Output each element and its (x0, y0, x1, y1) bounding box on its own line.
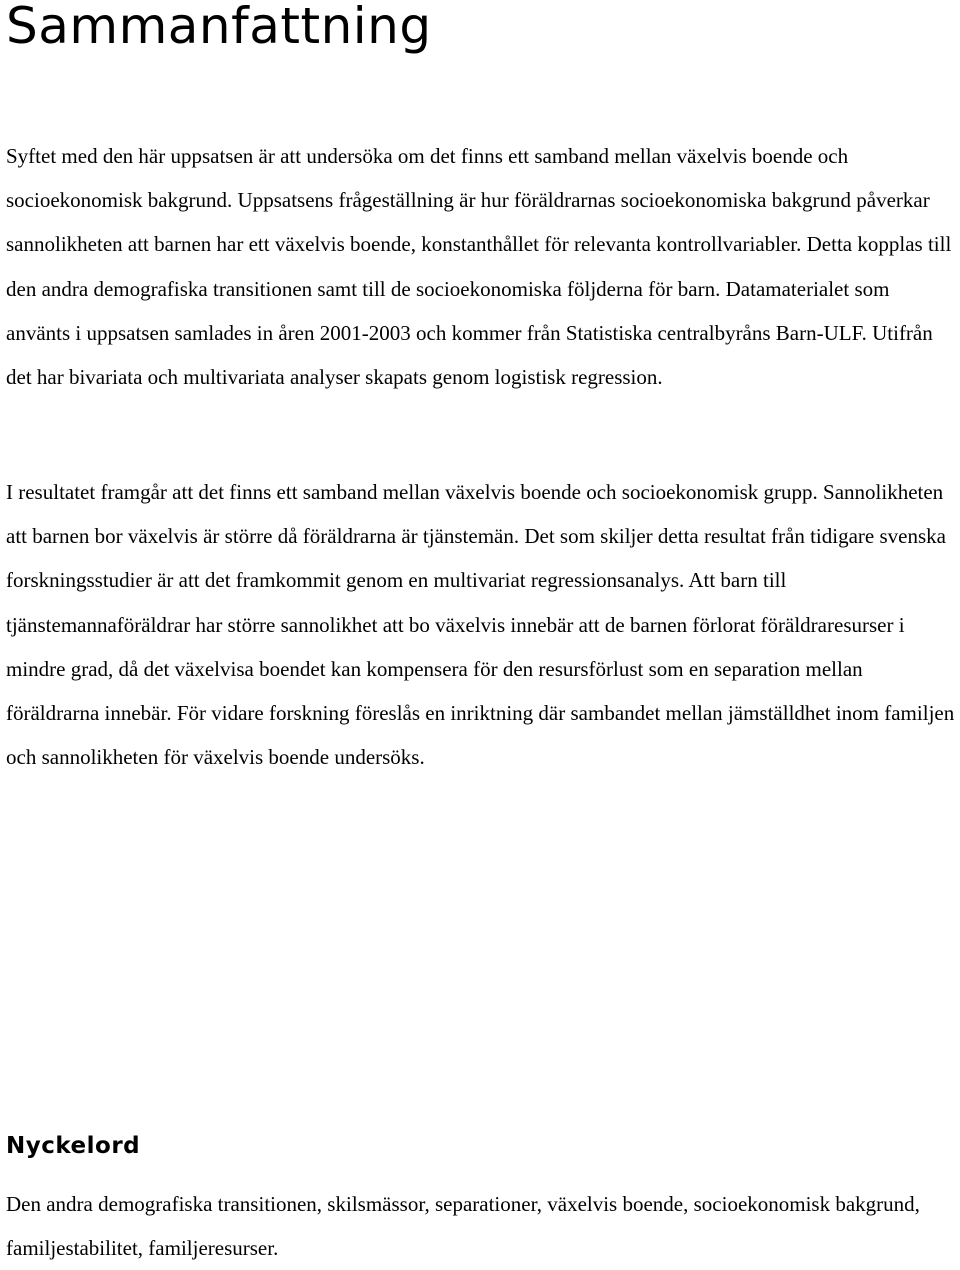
keywords-text: Den andra demografiska transitionen, skilsmässor, separationer, växelvis boende, socioekonomisk bakgrund, familjestabilitet, familjeresurser. (6, 1192, 920, 1261)
page-title: Sammanfattning (6, 0, 432, 55)
keywords-heading: Nyckelord (6, 1133, 141, 1159)
summary-paragraph-1: Syftet med den här uppsatsen är att undersöka om det finns ett samband mellan växelvis boende och socioekonomisk bakgrund. Uppsatsens frågeställning är hur föräldrarnas socioekonomiska bakgrund påverkar sannolikheten att barnen har ett växelvis boende, konstanthållet för relevanta kontrollvariabler. Detta kopplas till den andra demografiska transitionen samt till de socioekonomiska följderna för barn. Datamaterialet som använts i uppsatsen samlades in åren 2001-2003 och kommer från Statistiska centralbyråns Barn-ULF. Utifrån det har bivariata och multivariata analyser skapats genom logistisk regression. (6, 144, 952, 390)
summary-paragraph-2: I resultatet framgår att det finns ett samband mellan växelvis boende och socioekonomisk grupp. Sannolikheten att barnen bor växelvis är större då föräldrarna är tjänstemän. Det som skiljer detta resultat från tidigare svenska forskningsstudier är att det framkommit genom en multivariat regressionsanalys. Att barn till tjänstemannaföräldrar har större sannolikhet att bo växelvis innebär att de barnen förlorat föräldraresurser i mindre grad, då det växelvisa boendet kan kompensera för den resursförlust som en separation mellan föräldrarna innebär. För vidare forskning föreslås en inriktning där sambandet mellan jämställdhet inom familjen och sannolikheten för växelvis boende undersöks. (6, 480, 955, 770)
